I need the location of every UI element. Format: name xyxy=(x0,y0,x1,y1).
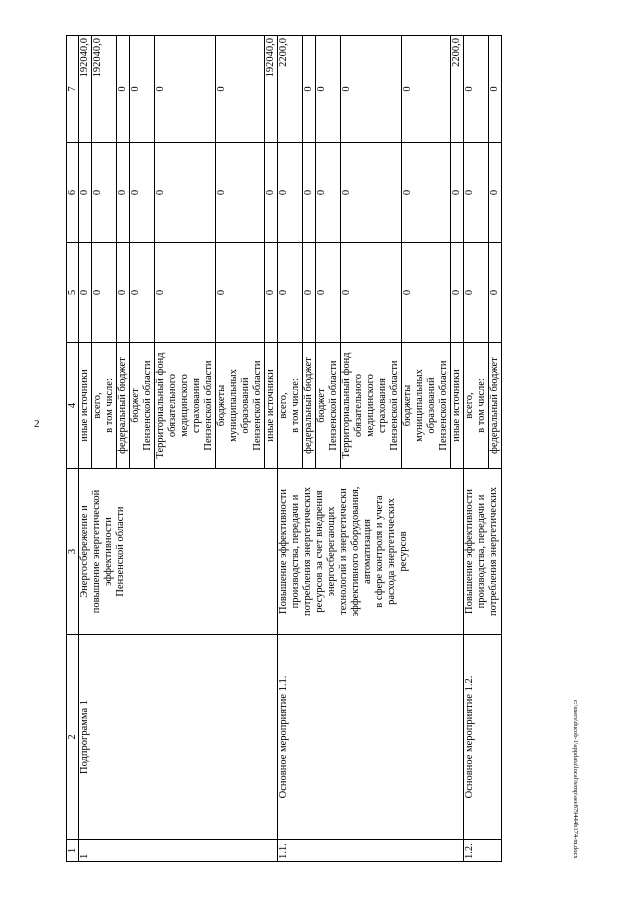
funding-source: бюджет Пензенской области xyxy=(316,343,341,469)
row-number: 1.2. xyxy=(464,840,502,862)
funding-source: Территориальный фонд обязательного медицинского страхования Пензенской области xyxy=(341,343,402,469)
value-col6: 0 xyxy=(451,143,464,243)
value-col5: 0 xyxy=(303,243,316,343)
value-col5: 0 xyxy=(402,243,451,343)
value-col7: 0 xyxy=(489,36,502,143)
table-row xyxy=(79,36,92,862)
value-col7: 0 xyxy=(216,36,265,143)
value-col5: 0 xyxy=(316,243,341,343)
value-col7: 0 xyxy=(402,36,451,143)
value-col6: 0 xyxy=(216,143,265,243)
funding-source: бюджеты муниципальных образований Пензенской области xyxy=(216,343,265,469)
header-cell: 5 xyxy=(67,243,79,343)
page-number: 2 xyxy=(34,418,40,430)
value-col7: 192040,0 xyxy=(265,36,278,143)
value-col7: 2200,0 xyxy=(278,36,303,143)
header-cell: 2 xyxy=(67,635,79,840)
value-col6: 0 xyxy=(402,143,451,243)
value-col7: 0 xyxy=(464,36,489,143)
header-cell: 7 xyxy=(67,36,79,143)
value-col6: 0 xyxy=(117,143,130,243)
value-col5: 0 xyxy=(464,243,489,343)
funding-source: бюджет Пензенской области xyxy=(130,343,155,469)
document-page xyxy=(66,36,576,862)
value-col7: 192040,0 xyxy=(79,36,92,143)
value-col5: 0 xyxy=(341,243,402,343)
activity-name: Основное мероприятие 1.1. xyxy=(278,635,464,840)
value-col6: 0 xyxy=(303,143,316,243)
value-col6: 0 xyxy=(316,143,341,243)
value-col5: 0 xyxy=(278,243,303,343)
value-col7: 0 xyxy=(303,36,316,143)
header-cell: 4 xyxy=(67,343,79,469)
value-col7: 0 xyxy=(117,36,130,143)
funding-source: бюджеты муниципальных образований Пензенской области xyxy=(402,343,451,469)
value-col5: 0 xyxy=(216,243,265,343)
row-number: 1.1. xyxy=(278,840,464,862)
value-col5: 0 xyxy=(117,243,130,343)
table-row xyxy=(278,36,303,862)
value-col6: 0 xyxy=(278,143,303,243)
header-cell: 1 xyxy=(67,840,79,862)
value-col7: 0 xyxy=(130,36,155,143)
program-description: Энергосбережение и повышение энергетической эффективности Пензенской области xyxy=(79,469,278,635)
value-col5: 0 xyxy=(92,243,117,343)
table-row xyxy=(464,36,489,862)
value-col7: 0 xyxy=(341,36,402,143)
value-col6: 0 xyxy=(79,143,92,243)
funding-source: Территориальный фонд обязательного медицинского страхования Пензенской области xyxy=(155,343,216,469)
value-col7: 2200,0 xyxy=(451,36,464,143)
value-col6: 0 xyxy=(464,143,489,243)
activity-name: Основное мероприятие 1.2. xyxy=(464,635,502,840)
value-col5: 0 xyxy=(130,243,155,343)
header-cell: 3 xyxy=(67,469,79,635)
row-number: 1 xyxy=(79,840,278,862)
value-col5: 0 xyxy=(265,243,278,343)
value-col5: 0 xyxy=(155,243,216,343)
activity-description: Повышение эффективности производства, передачи и потребления энергетических ресурсов за счет внедрения энергосберегающих технологий и энергетически эффективного оборудования, автоматизация в сфере контроля и учета расхода энергетических ресурсов xyxy=(278,469,464,635)
funding-source: всего, в том числе: xyxy=(92,343,117,469)
value-col6: 0 xyxy=(341,143,402,243)
funding-source: иные источники xyxy=(451,343,464,469)
header-cell: 6 xyxy=(67,143,79,243)
funding-source: федеральный бюджет xyxy=(303,343,316,469)
rotated-table-wrapper xyxy=(66,36,576,862)
value-col6: 0 xyxy=(265,143,278,243)
value-col5: 0 xyxy=(79,243,92,343)
value-col6: 0 xyxy=(155,143,216,243)
value-col7: 0 xyxy=(316,36,341,143)
budget-table xyxy=(66,35,502,862)
funding-source: иные источники xyxy=(79,343,92,469)
header-row xyxy=(67,36,79,862)
value-col6: 0 xyxy=(92,143,117,243)
funding-source: федеральный бюджет xyxy=(117,343,130,469)
value-col5: 0 xyxy=(489,243,502,343)
program-name: Подпрограмма 1 xyxy=(79,635,278,840)
funding-source: иные источники xyxy=(265,343,278,469)
funding-source: всего, в том числе: xyxy=(278,343,303,469)
funding-source: федеральный бюджет xyxy=(489,343,502,469)
value-col6: 0 xyxy=(489,143,502,243)
value-col6: 0 xyxy=(130,143,155,243)
activity-description: Повышение эффективности производства, передачи и потребления энергетических xyxy=(464,469,502,635)
value-col7: 192040,0 xyxy=(92,36,117,143)
value-col5: 0 xyxy=(451,243,464,343)
value-col7: 0 xyxy=(155,36,216,143)
funding-source: всего, в том числе: xyxy=(464,343,489,469)
